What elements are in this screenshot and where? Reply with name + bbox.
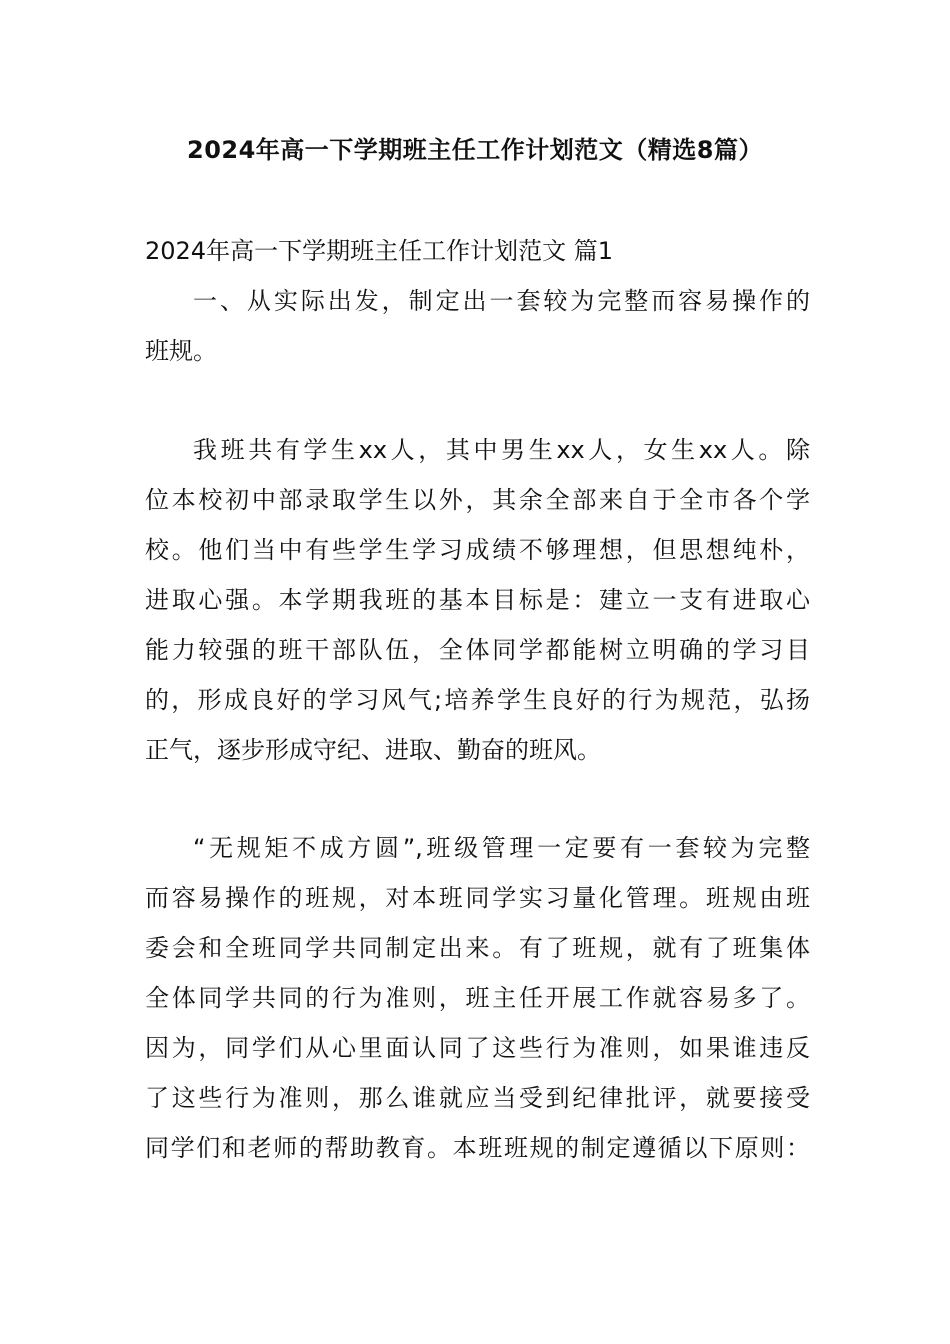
paragraph-line: 能力较强的班干部队伍，全体同学都能树立明确的学习目	[145, 636, 810, 664]
paragraph-line: 因为，同学们从心里面认同了这些行为准则，如果谁违反	[145, 1034, 810, 1062]
section-heading: 2024年高一下学期班主任工作计划范文 篇1	[145, 237, 613, 265]
paragraph-line: 班规。	[145, 337, 217, 365]
paragraph-line: 了这些行为准则，那么谁就应当受到纪律批评，就要接受	[145, 1084, 810, 1112]
paragraph-line: 一、从实际出发，制定出一套较为完整而容易操作的	[193, 287, 810, 315]
paragraph-line: 委会和全班同学共同制定出来。有了班规，就有了班集体	[145, 934, 810, 962]
document-title: 2024年高一下学期班主任工作计划范文（精选8篇）	[187, 136, 763, 164]
paragraph-line: 我班共有学生xx人，其中男生xx人，女生xx人。除	[193, 436, 810, 464]
paragraph-1	[145, 276, 810, 376]
paragraph-line: 全体同学共同的行为准则，班主任开展工作就容易多了。	[145, 984, 810, 1012]
paragraph-line: 进取心强。本学期我班的基本目标是：建立一支有进取心	[145, 586, 810, 614]
paragraph-line: 位本校初中部录取学生以外，其余全部来自于全市各个学	[145, 486, 810, 514]
paragraph-line: 正气，逐步形成守纪、进取、勤奋的班风。	[145, 736, 601, 764]
paragraph-2	[145, 425, 810, 775]
paragraph-3	[145, 823, 810, 1173]
paragraph-line: 同学们和老师的帮助教育。本班班规的制定遵循以下原则：	[145, 1134, 810, 1162]
paragraph-line: 的，形成良好的学习风气;培养学生良好的行为规范，弘扬	[145, 686, 810, 714]
paragraph-line: 校。他们当中有些学生学习成绩不够理想，但思想纯朴，	[145, 536, 810, 564]
paragraph-line: 而容易操作的班规，对本班同学实习量化管理。班规由班	[145, 884, 810, 912]
paragraph-line: “无规矩不成方圆”,班级管理一定要有一套较为完整	[193, 834, 810, 862]
